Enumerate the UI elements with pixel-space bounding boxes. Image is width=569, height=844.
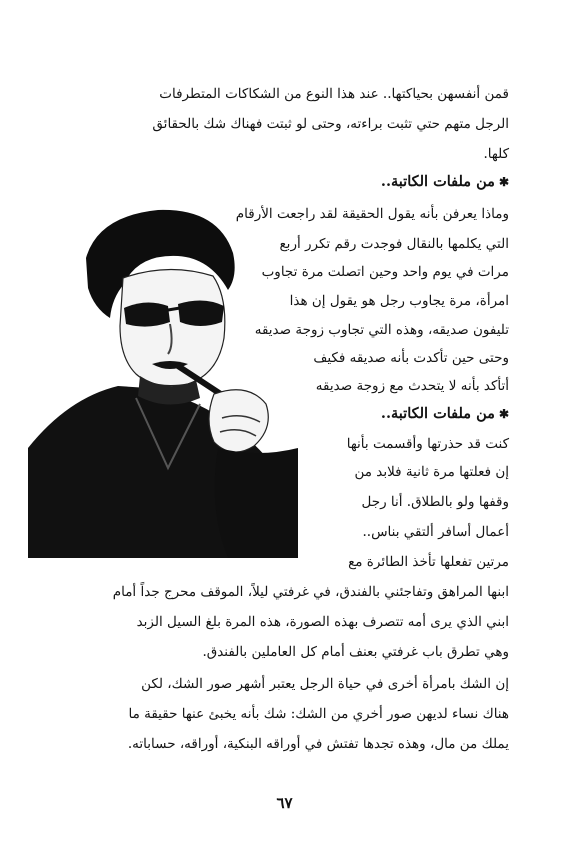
text-line: هناك نساء لديهن صور أخري من الشك: شك بأنه يخبئ عنها حقيقة ما (128, 706, 509, 722)
text-line: يملك من مال، وهذه تجدها تفتش في أوراقه البنكية، أوراقه، حساباته. (127, 736, 509, 752)
text-line: امرأة، مرة يجاوب رجل هو يقول إن هذا (289, 293, 509, 309)
section-heading: ✱من ملفات الكاتبة.. (380, 173, 509, 190)
text-line: التي يكلمها بالنقال فوجدت رقم تكرر أربع (279, 236, 509, 252)
text-line: أتأكد بأنه لا يتحدث مع زوجة صديقه (315, 378, 509, 394)
asterisk-icon: ✱ (498, 175, 509, 189)
text-line: ابنها المراهق وتفاجئني بالفندق، في غرفتي ليلاً، الموقف محرج جداً أمام (112, 584, 509, 600)
text-line: مرتين تفعلها تأخذ الطائرة مع (348, 554, 509, 570)
text-line: إن فعلتها مرة ثانية فلابد من (354, 464, 509, 480)
text-line: كلها. (483, 146, 509, 162)
text-line: تليفون صديقه، وهذه التي تجاوب زوجة صديقه (254, 322, 509, 338)
text-line: مرات في يوم واحد وحين اتصلت مرة تجاوب (261, 264, 509, 280)
text-line: قمن أنفسهن بحياكتها.. عند هذا النوع من الشكاكات المتطرفات (159, 86, 509, 102)
author-photo (28, 198, 298, 558)
asterisk-icon: ✱ (498, 407, 509, 421)
text-line: كنت قد حذرتها وأقسمت بأنها (346, 436, 509, 452)
text-line: أعمال أسافر ألتقي بناس.. (362, 524, 509, 540)
text-line: الرجل متهم حتي تثبت براءته، وحتى لو ثبتت فهناك شك بالحقائق (152, 116, 509, 132)
text-line: إن الشك بامرأة أخرى في حياة الرجل يعتبر أشهر صور الشك، لكن (141, 676, 509, 692)
section-heading: ✱من ملفات الكاتبة.. (380, 405, 509, 422)
text-line: وماذا يعرفن بأنه يقول الحقيقة لقد راجعت الأرقام (235, 206, 509, 222)
page-number: ٦٧ (276, 794, 293, 812)
text-line: وحتى حين تأكدت بأنه صديقه فكيف (313, 350, 509, 366)
text-line: ابني الذي يرى أمه تتصرف بهذه الصورة، هذه المرة بلغ السيل الزبد (136, 614, 509, 630)
text-line: وقفها ولو بالطلاق. أنا رجل (361, 494, 509, 510)
text-line: وهي تطرق باب غرفتي بعنف أمام كل العاملين بالفندق. (202, 644, 509, 660)
